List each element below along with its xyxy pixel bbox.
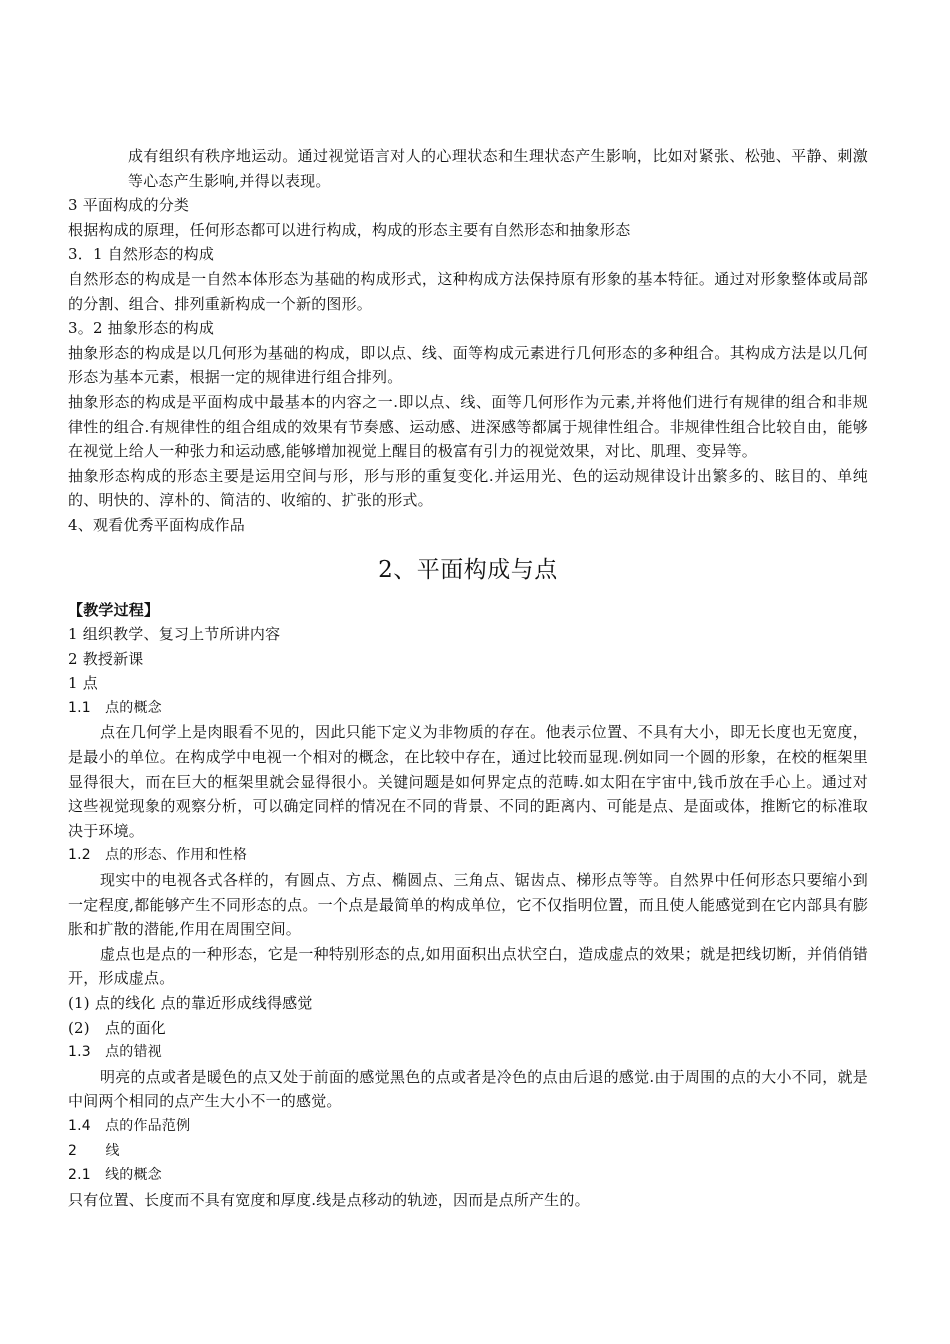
document-body <box>68 144 868 1212</box>
teaching-process-heading: 【教学过程】 <box>68 600 160 619</box>
chapter-title: 2、平面构成与点 <box>378 556 558 583</box>
list-item: (1) 点的线化 点的靠近形成线得感觉 <box>68 994 313 1012</box>
paragraph: 抽象形态的构成是以几何形为基础的构成，即以点、线、面等构成元素进行几何形态的多种组合。其构成方法是以几何形态为基本元素，根据一定的规律进行组合排列。 <box>68 343 868 387</box>
subsection-heading-1-1: 1.1 点的概念 <box>68 699 162 716</box>
list-item: 1 组织教学、复习上节所讲内容 <box>68 625 281 644</box>
paragraph: 现实中的电视各式各样的，有圆点、方点、椭圆点、三角点、锯齿点、梯形点等等。自然界中任何形态只要缩小到一定程度,都能够产生不同形态的点。一个点是最简单的构成单位，它不仅指明位置，而且使人能感觉到在它内部具有膨胀和扩散的潜能,作用在周围空间。 <box>68 871 868 939</box>
section-heading-4: 4、观看优秀平面构成作品 <box>68 515 245 534</box>
paragraph: 虚点也是点的一种形态，它是一种特别形态的点,如用面积出点状空白，造成虚点的效果；就是把线切断，并俏俏错开，形成虚点。 <box>68 944 868 988</box>
subsection-heading-1-3: 1.3 点的错视 <box>68 1044 162 1061</box>
subsection-heading-1-2: 1.2 点的形态、作用和性格 <box>68 847 248 864</box>
paragraph: 根据构成的原理，任何形态都可以进行构成，构成的形态主要有自然形态和抽象形态 <box>68 220 631 239</box>
section-heading-3: 3 平面构成的分类 <box>68 196 190 215</box>
section-heading-point: 1 点 <box>68 674 98 693</box>
paragraph: 自然形态的构成是一自然本体形态为基础的构成形式，这种构成方法保持原有形象的基本特征。通过对形象整体或局部的分割、组合、排列重新构成一个新的图形。 <box>68 269 868 313</box>
paragraph: 抽象形态的构成是平面构成中最基本的内容之一.即以点、线、面等几何形作为元素,并将他们进行有规律的组合和非规律性的组合.有规律性的组合组成的效果有节奏感、运动感、进深感等都属于规律性组合。非规律性组合比较自由，能够在视觉上给人一种张力和运动感,能够增加视觉上醒目的极富有引力的视觉效果，对比、肌理、变异等。 <box>68 392 868 461</box>
paragraph: 点在几何学上是肉眼看不见的，因此只能下定义为非物质的存在。他表示位置、不具有大小，即无长度也无宽度，是最小的单位。在构成学中电视一个相对的概念，在比较中存在，通过比较而显现.例如同一个圆的形象，在校的框架里显得很大，而在巨大的框架里就会显得很小。关键问题是如何界定点的范畴.如太阳在宇宙中,钱币放在手心上。通过对这些视觉现象的观察分析，可以确定同样的情况在不同的背景、不同的距离内、可能是点、是面或体，推断它的标准取决于环境。 <box>68 723 868 840</box>
subsection-heading-3-1: 3．1 自然形态的构成 <box>68 245 215 264</box>
paragraph: 只有位置、长度而不具有宽度和厚度.线是点移动的轨迹，因而是点所产生的。 <box>68 1190 590 1209</box>
list-item: 2 教授新课 <box>68 649 144 668</box>
subsection-heading-2-1: 2.1 线的概念 <box>68 1167 162 1184</box>
paragraph: 明亮的点或者是暖色的点又处于前面的感觉黑色的点或者是冷色的点由后退的感觉.由于周围的点的大小不同，就是中间两个相同的点产生大小不一的感觉。 <box>68 1067 868 1111</box>
subsection-heading-1-4: 1.4 点的作品范例 <box>68 1117 191 1134</box>
list-item: (2) 点的面化 <box>68 1018 166 1037</box>
paragraph: 抽象形态构成的形态主要是运用空间与形，形与形的重复变化.并运用光、色的运动规律设计出繁多的、眩目的、单纯的、明快的、淳朴的、简洁的、收缩的、扩张的形式。 <box>68 466 868 510</box>
paragraph-continuation: 成有组织有秩序地运动。通过视觉语言对人的心理状态和生理状态产生影响，比如对紧张、松弛、平静、刺激等心态产生影响,并得以表现。 <box>128 147 868 190</box>
subsection-heading-3-2: 3。2 抽象形态的构成 <box>68 319 215 338</box>
section-heading-line: 2 线 <box>68 1142 120 1159</box>
